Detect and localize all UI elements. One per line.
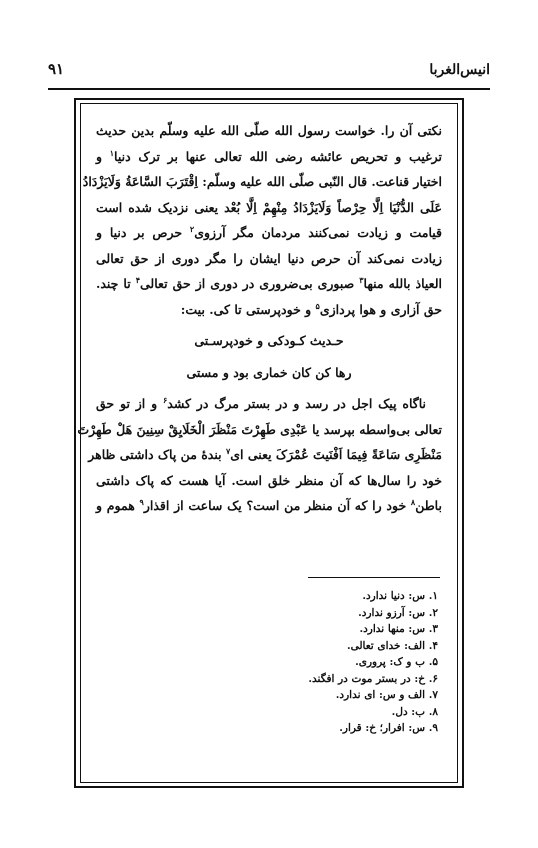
text-line: زیادت نمی‌کند آن حرص دنیا ایشان را مگر دوری از حق تعالی bbox=[96, 250, 442, 266]
footnote: ۹. س: افرار؛ خ: قرار. bbox=[339, 722, 438, 734]
text-line: عَلَی الدُّنْیَا اِلَّا حِرْصاً وَلَایَزْدَادُ مِنْهِمْ اِلَّا بُعْد یعنی نزدیک شده است bbox=[96, 199, 442, 215]
text-line: تعالی بی‌واسطه بپرسد یا عَبْدِی طَهِرْتَ مَنْظَرَ الْخَلَایِقْ سِنِینَ هَلْ طَهِرْتَ bbox=[77, 421, 442, 437]
footnote-ref: ۴ bbox=[135, 274, 141, 285]
text-line: ترغیب و تحریص عائشه رضی الله تعالی عنها بر ترک دنیا$^۱$ و bbox=[96, 147, 443, 164]
page-number: ۹۱ bbox=[48, 60, 65, 78]
footnote-ref: ۹ bbox=[139, 496, 144, 507]
text-line: العیاذ بالله منها$^۳$ صبوری بی‌ضروری در دوری از حق تعالی$^۴$ تا چند. bbox=[96, 274, 442, 291]
footnotes bbox=[138, 588, 438, 737]
footnote-ref: ۳ bbox=[359, 274, 364, 285]
footnote-ref: ۷ bbox=[225, 445, 231, 456]
footnote-ref: ۱ bbox=[109, 147, 115, 158]
footnote: ۴. الف: خدای تعالی. bbox=[346, 639, 438, 652]
footnote: ۶. خ: در بستر موت در افگند. bbox=[308, 672, 438, 685]
main-text bbox=[77, 118, 443, 519]
text-line: باطن$^۸$ خود را که آن منظر من است؟ یک ساعت از اقذار$^۹$ هموم و bbox=[96, 496, 442, 513]
footnote-ref: ۸ bbox=[410, 496, 416, 507]
footnote: ۱. س: دنیا ندارد. bbox=[362, 590, 438, 602]
text-line: خود را سال‌ها که آن منظر خلق است. آیا هست که پاک داشتی bbox=[96, 472, 442, 488]
footnote: ۷. الف و س: ای ندارد. bbox=[335, 689, 438, 701]
verse-line: حـدیث کـودکی و خودپرسـتی bbox=[194, 333, 344, 348]
footnote: ۲. س: آرزو ندارد. bbox=[358, 606, 438, 619]
text-line: مَنْظَرِی سَاعَةً فِیمَا اَفْنَیتَ عُمْرَکَ یعنی ای$^۷$ بندهٔ من پاک داشتی ظاهر bbox=[88, 445, 442, 462]
header-rule bbox=[48, 88, 490, 90]
footnote-ref: ۵ bbox=[315, 300, 320, 311]
footnote-rule bbox=[308, 577, 440, 578]
footnote-ref: ۲ bbox=[189, 223, 195, 234]
text-line: ناگاه پیک اجل در رسد و در بستر مرگ در کشد$^۶$ و از تو حق bbox=[96, 394, 426, 411]
page-header bbox=[48, 56, 490, 86]
text-line: قیامت و زیادت نمی‌کنند مردمان مگر آرزوی$^۲$ حرص بر دنیا و bbox=[96, 223, 442, 240]
footnote: ۸. ب: دل. bbox=[391, 705, 438, 718]
footnote-ref: ۶ bbox=[162, 394, 168, 405]
text-line: نکتی آن را. خواست رسول الله صلّی الله علیه وسلّم بدین حدیث bbox=[96, 123, 442, 138]
verse-line: رها کن کان خماری بود و مستی bbox=[186, 364, 352, 380]
footnote: ۵. ب و ک: پروری. bbox=[355, 656, 438, 668]
book-title: انیس‌الغربا bbox=[429, 62, 490, 78]
text-line: اختیار قناعت. قال النّبی صلّی الله علیه وسلّم: اِقْتَرَبَ السَّاعَةُ وَلَایَزْدَادُ bbox=[82, 174, 442, 189]
footnote: ۳. س: منها ندارد. bbox=[359, 623, 438, 635]
text-line: حق آزاری و هوا پردازی$^۵$ و خودپرستی تا کی. بیت: bbox=[180, 300, 442, 317]
